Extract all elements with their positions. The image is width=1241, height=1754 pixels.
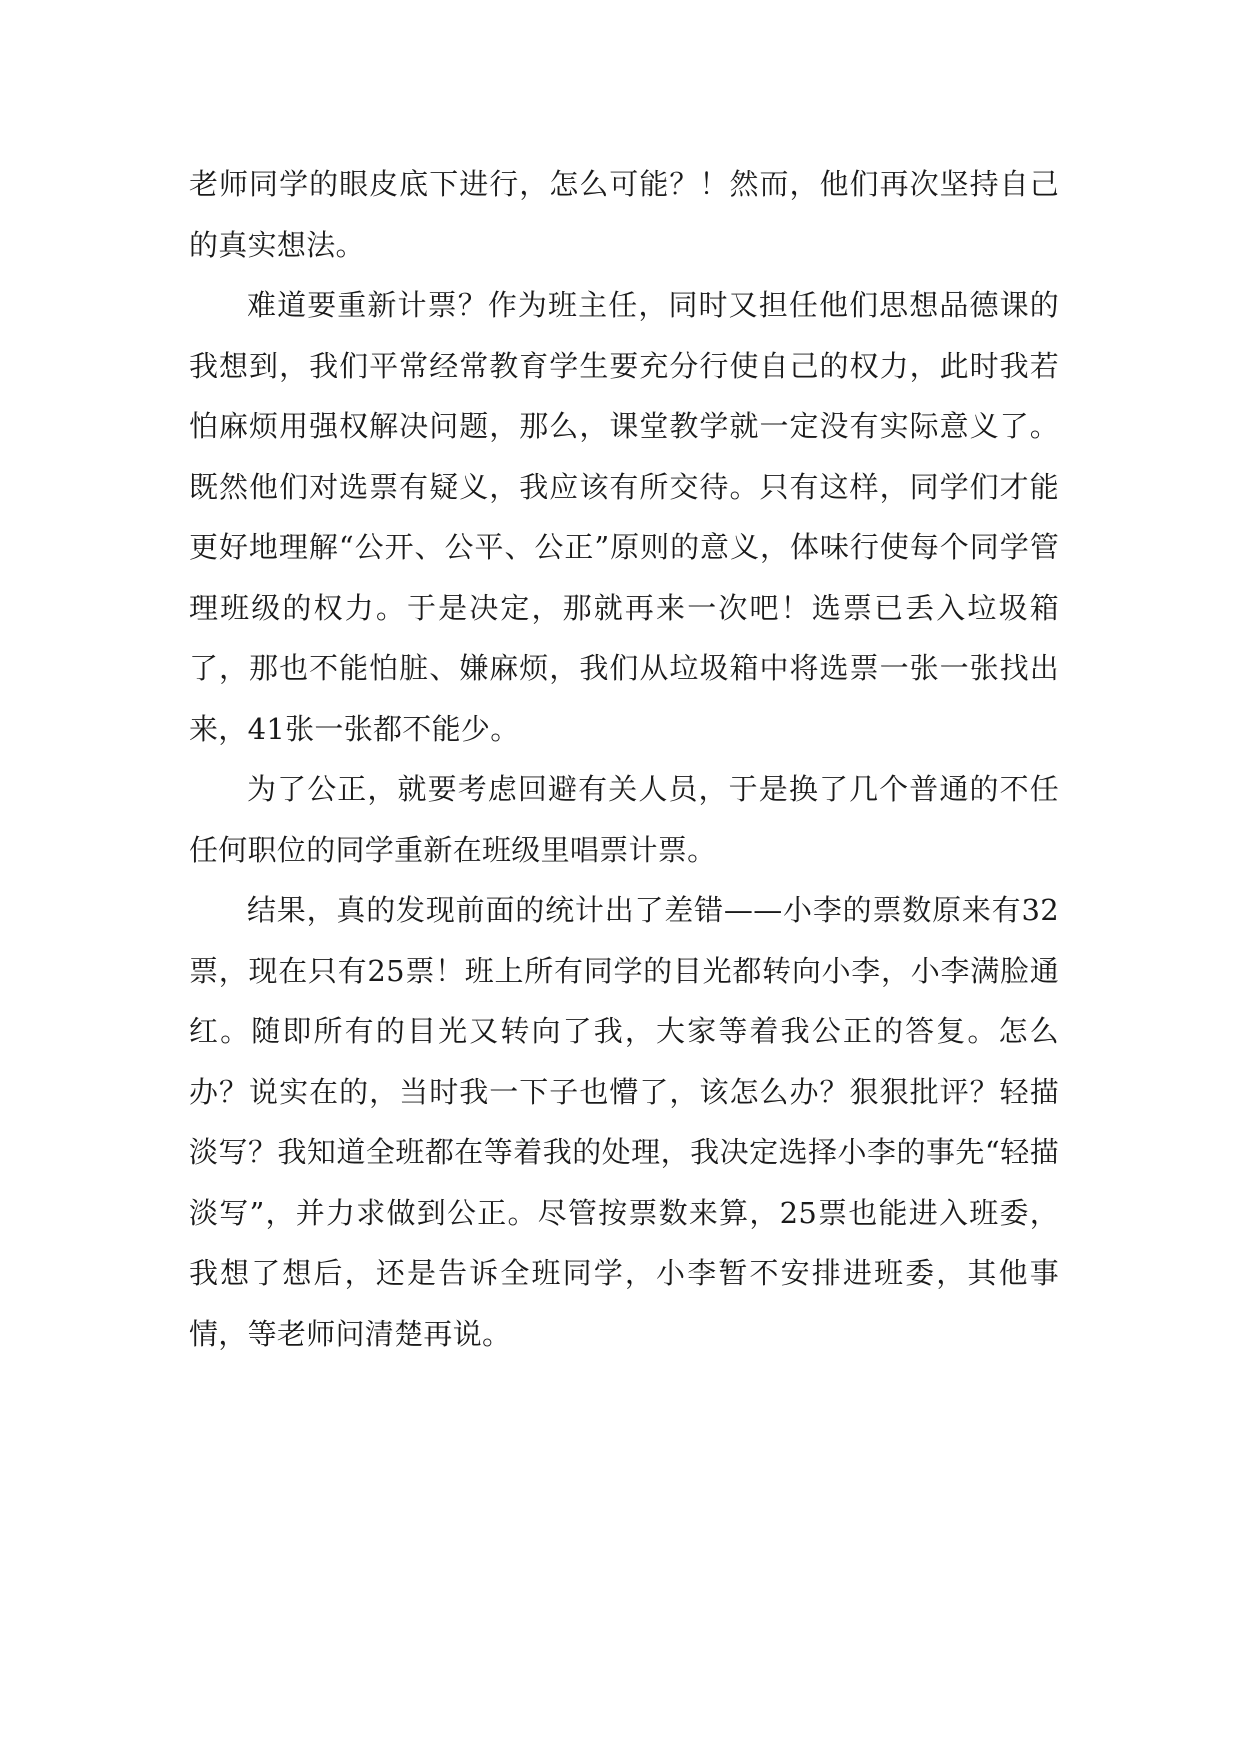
document-body [189, 154, 1059, 1364]
paragraph-result: 结果，真的发现前面的统计出了差错——小李的票数原来有32票，现在只有25票！班上所有同学的目光都转向小李，小李满脸通红。随即所有的目光又转向了我，大家等着我公正的答复。怎么办？说实在的，当时我一下子也懵了，该怎么办？狠狠批评？轻描淡写？我知道全班都在等着我的处理，我决定选择小李的事先“轻描淡写”，并力求做到公正。尽管按票数来算，25票也能进入班委，我想了想后，还是告诉全班同学，小李暂不安排进班委，其他事情，等老师问清楚再说。 [189, 893, 1059, 1351]
paragraph-fairness: 为了公正，就要考虑回避有关人员，于是换了几个普通的不任任何职位的同学重新在班级里唱票计票。 [189, 772, 1059, 867]
paragraph-continuation: 老师同学的眼皮底下进行，怎么可能？！然而，他们再次坚持自己的真实想法。 [189, 167, 1059, 262]
paragraph-recount: 难道要重新计票？作为班主任，同时又担任他们思想品德课的我想到，我们平常经常教育学生要充分行使自己的权力，此时我若怕麻烦用强权解决问题，那么，课堂教学就一定没有实际意义了。既然他们对选票有疑义，我应该有所交待。只有这样，同学们才能更好地理解“公开、公平、公正”原则的意义，体味行使每个同学管理班级的权力。于是决定，那就再来一次吧！选票已丢入垃圾箱了，那也不能怕脏、嫌麻烦，我们从垃圾箱中将选票一张一张找出来，41张一张都不能少。 [189, 288, 1059, 746]
